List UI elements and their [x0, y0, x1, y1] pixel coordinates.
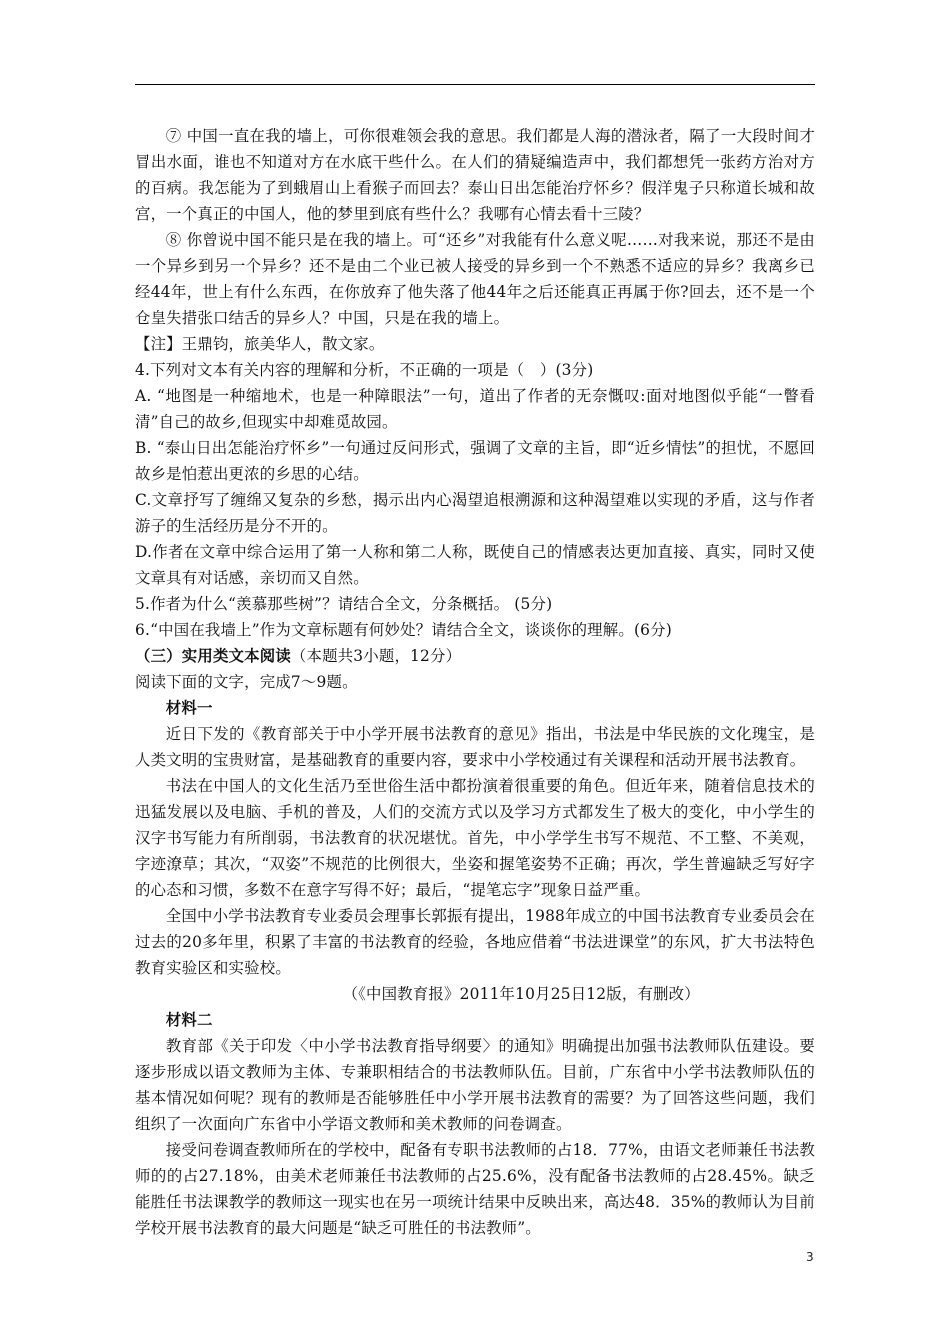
material-1-paragraph-3: 全国中小学书法教育专业委员会理事长郭振有提出，1988年成立的中国书法教育专业委员会在过去的20多年里，积累了丰富的书法教育的经验，各地应借着“书法进课堂”的东风，扩大书法特色教育实验区和实验校。 — [135, 907, 815, 977]
question-4-option-d: D.作者在文章中综合运用了第一人称和第二人称，既使自己的情感表达更加直接、真实，同时又使文章具有对话感，亲切而又自然。 — [135, 543, 815, 587]
material-2-title: 材料二 — [165, 1011, 213, 1029]
material-1-paragraph-2: 书法在中国人的文化生活乃至世俗生活中都扮演着很重要的角色。但近年来，随着信息技术的迅猛发展以及电脑、手机的普及，人们的交流方式以及学习方式都发生了极大的变化，中小学生的汉字书写能力有所削弱，书法教育的状况堪忧。首先，中小学学生书写不规范、不工整、不美观，字迹潦草；其次，“双姿”不规范的比例很大，坐姿和握笔姿势不正确；再次，学生普遍缺乏写好字的心态和习惯，多数不在意字写得不好；最后，“提笔忘字”现象日益严重。 — [135, 777, 815, 899]
material-1-source: （《中国教育报》2011年10月25日12版，有删改） — [342, 985, 700, 1003]
material-2-paragraph-1: 教育部《关于印发〈中小学书法教育指导纲要〉的通知》明确提出加强书法教师队伍建设。要逐步形成以语文教师为主体、专兼职相结合的书法教师队伍。目前，广东省中小学书法教师队伍的基本情况如何呢？现有的教师是否能够胜任中小学开展书法教育的需要？为了回答这些问题，我们组织了一次面向广东省中小学语文教师和美术教师的问卷调查。 — [135, 1037, 815, 1133]
paragraph-8: ⑧ 你曾说中国不能只是在我的墙上。可“还乡”对我能有什么意义呢……对我来说，那还不是由一个异乡到另一个异乡？还不是由二个业已被人接受的异乡到一个不熟悉不适应的异乡？我离乡已经44年，世上有什么东西，在你放弃了他失落了他44年之后还能真正再属于你?回去，还不是一个仓皇失措张口结舌的异乡人？中国，只是在我的墙上。 — [135, 231, 815, 327]
question-4-option-a: A. “地图是一种缩地术，也是一种障眼法”一句，道出了作者的无奈慨叹:面对地图似乎能“一瞥看清”自己的故乡,但现实中却难觅故园。 — [135, 387, 815, 431]
author-note: 【注】王鼎钧，旅美华人，散文家。 — [135, 335, 385, 353]
section-3-heading — [135, 643, 815, 669]
section-3-title: （三）实用类文本阅读 — [135, 647, 291, 665]
question-4-option-b: B. “泰山日出怎能治疗怀乡”一句通过反问形式，强调了文章的主旨，即“近乡情怯”的担忧，不愿回故乡是怕惹出更浓的乡思的心结。 — [135, 439, 815, 483]
document-body — [135, 123, 815, 1241]
material-1-paragraph-1: 近日下发的《教育部关于中小学开展书法教育的意见》指出，书法是中华民族的文化瑰宝，是人类文明的宝贵财富，是基础教育的重要内容，要求中小学校通过有关课程和活动开展书法教育。 — [135, 725, 815, 769]
section-3-instruction: 阅读下面的文字，完成7～9题。 — [135, 673, 358, 691]
question-6: 6.“中国在我墙上”作为文章标题有何妙处？请结合全文，谈谈你的理解。(6分) — [135, 621, 672, 639]
page-number: 3 — [806, 1250, 814, 1264]
section-3-score: （本题共3小题，12分） — [290, 647, 462, 665]
question-4: 4.下列对文本有关内容的理解和分析，不正确的一项是（ ）(3分) — [135, 361, 594, 379]
material-2-paragraph-2: 接受问卷调查教师所在的学校中，配备有专职书法教师的占18．77%，由语文老师兼任书法教师的的占27.18%，由美术老师兼任书法教师的占25.6%，没有配备书法教师的占28.45%。缺乏能胜任书法课教学的教师这一现实也在另一项统计结果中反映出来，高达48．35%的教师认为目前学校开展书法教育的最大问题是“缺乏可胜任的书法教师”。 — [135, 1141, 815, 1237]
material-1-title: 材料一 — [165, 699, 213, 717]
paragraph-7: ⑦ 中国一直在我的墙上，可你很难领会我的意思。我们都是人海的潜泳者，隔了一大段时间才冒出水面，谁也不知道对方在水底干些什么。在人们的猜疑编造声中，我们都想凭一张药方治对方的百病。我怎能为了到蛾眉山上看猴子而回去？泰山日出怎能治疗怀乡？假洋鬼子只称道长城和故宫，一个真正的中国人，他的梦里到底有些什么？我哪有心情去看十三陵？ — [135, 127, 815, 223]
header-rule — [135, 84, 815, 85]
question-5: 5.作者为什么“羡慕那些树”？请结合全文，分条概括。 (5分) — [135, 595, 553, 613]
question-4-option-c: C.文章抒写了缠绵又复杂的乡愁，揭示出内心渴望追根溯源和这种渴望难以实现的矛盾，这与作者游子的生活经历是分不开的。 — [135, 491, 815, 535]
